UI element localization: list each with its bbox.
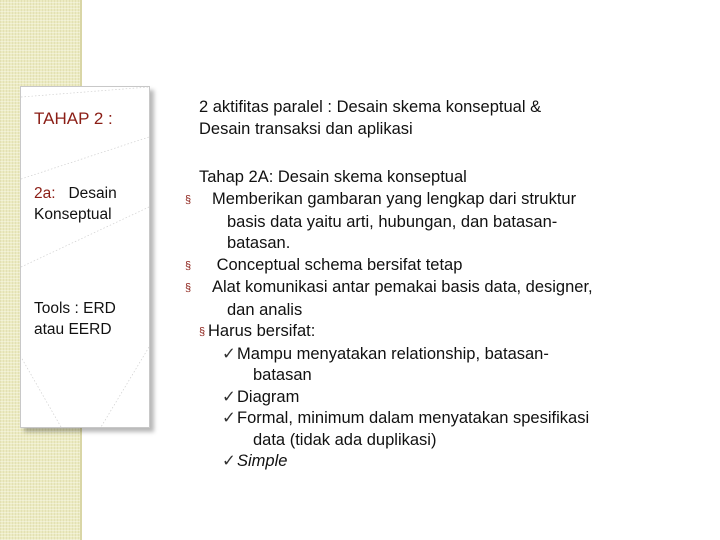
bullet-text-cont: basis data yaitu arti, hubungan, dan batasan- (227, 212, 558, 231)
bullet-list (185, 189, 694, 473)
bullet-marker: § (199, 326, 206, 338)
heading-line-1: 2 aktifitas paralel : Desain skema konseptual & (199, 98, 542, 116)
bullet-text-cont: dan analis (227, 300, 303, 319)
bullet-text-cont: batasan. (227, 234, 291, 252)
side-subtitle-word-1: Desain (68, 185, 117, 202)
sub-item-text: Mampu menyatakan relationship, batasan- (237, 344, 549, 363)
sub-list-item (199, 344, 694, 387)
side-title: TAHAP 2 : (34, 109, 113, 128)
check-icon: ✓ (222, 452, 236, 470)
list-item (185, 255, 694, 278)
list-item (185, 189, 694, 255)
sub-item-text: Formal, minimum dalam menyatakan spesifikasi (237, 409, 590, 427)
sub-item-text: Simple (237, 452, 288, 470)
check-icon: ✓ (222, 387, 236, 406)
bullet-text: Alat komunikasi antar pemakai basis data, designer, (212, 278, 593, 296)
side-subtitle-word-2: Konseptual (34, 206, 112, 223)
check-icon: ✓ (222, 409, 236, 427)
bullet-text: Memberikan gambaran yang lengkap dari struktur (212, 190, 577, 208)
sub-list-item (199, 408, 694, 451)
sub-list-item (199, 451, 694, 473)
check-icon: ✓ (222, 344, 236, 363)
section-title: Tahap 2A: Desain skema konseptual (199, 168, 467, 186)
panel-decorative-lines (21, 87, 150, 427)
slide-heading (199, 96, 689, 140)
bullet-text: Harus bersifat: (208, 322, 316, 340)
bullet-marker: § (185, 282, 192, 294)
bullet-text: Conceptual schema bersifat tetap (212, 255, 463, 274)
heading-line-2: Desain transaksi dan aplikasi (199, 120, 413, 138)
list-item (185, 277, 694, 321)
side-tools (34, 298, 116, 340)
side-panel (20, 86, 150, 428)
side-subtitle-lead: 2a: (34, 185, 56, 202)
list-item (199, 321, 694, 344)
sub-list-item (199, 387, 694, 409)
sub-item-text-cont: data (tidak ada duplikasi) (253, 430, 437, 449)
bullet-marker: § (185, 194, 192, 206)
bullet-marker: § (185, 259, 192, 272)
sub-item-text-cont: batasan (253, 366, 312, 384)
sub-item-text: Diagram (237, 387, 300, 406)
side-tools-line-2: atau EERD (34, 321, 112, 338)
side-subtitle (34, 183, 117, 225)
side-tools-line-1: Tools : ERD (34, 300, 116, 317)
